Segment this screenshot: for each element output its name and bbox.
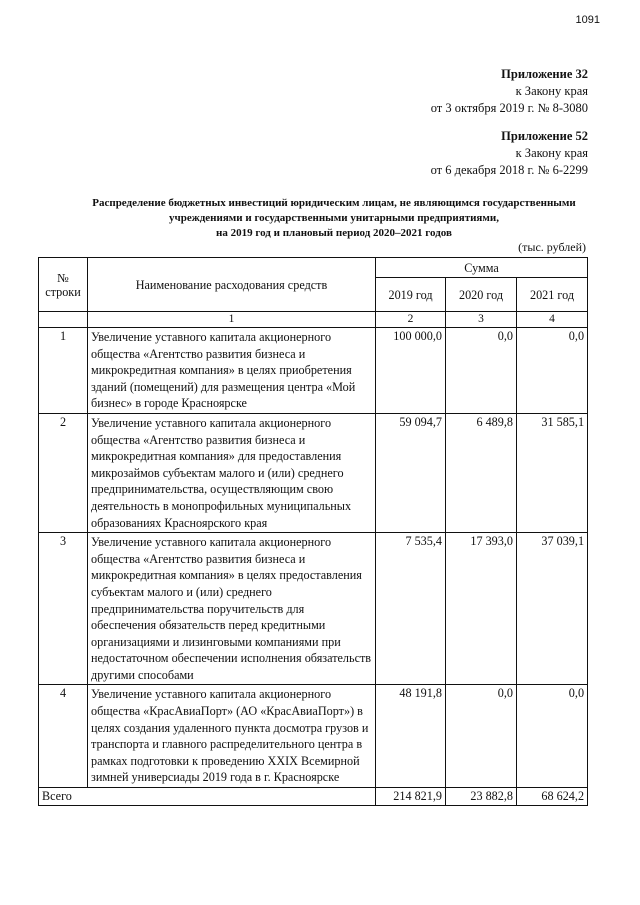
appendix-32-line2: от 3 октября 2019 г. № 8-3080	[430, 101, 588, 115]
row-number: 3	[39, 533, 88, 685]
column-index-spacer	[39, 312, 88, 328]
table-row	[39, 533, 588, 685]
total-label: Всего	[39, 788, 376, 806]
appendix-32-title: Приложение 32	[501, 67, 588, 81]
amount-2021: 0,0	[517, 328, 588, 414]
amount-2021: 37 039,1	[517, 533, 588, 685]
header-sum: Сумма	[376, 258, 588, 278]
amount-2021: 0,0	[517, 685, 588, 788]
header-row	[39, 258, 588, 278]
column-index: 4	[517, 312, 588, 328]
appendix-32-line1: к Закону края	[515, 84, 588, 98]
row-number: 4	[39, 685, 88, 788]
amount-2021: 31 585,1	[517, 413, 588, 532]
expense-name: Увеличение уставного капитала акционерного общества «Агентство развития бизнеса и микрокредитная компания» в целях предоставления субъектам малого и (или) среднего предпринимательства поручительств для обеспечения обязательств перед кредитными организациями и лизинговыми компаниями при недостаточном обеспечении исполнения обязательств другими способами	[88, 533, 376, 685]
column-index-row	[39, 312, 588, 328]
title-line: Распределение бюджетных инвестиций юридическим лицам, не являющимся государственными	[92, 197, 576, 209]
expense-name: Увеличение уставного капитала акционерного общества «КрасАвиаПорт» (АО «КрасАвиаПорт») в целях создания удаленного пункта досмотра грузов и транспорта и главного распределительного центра в рамках подготовки к проведению XXIX Всемирной зимней универсиады 2019 года в г. Красноярске	[88, 685, 376, 788]
units-label: (тыс. рублей)	[518, 240, 586, 254]
row-number: 2	[39, 413, 88, 532]
amount-2020: 0,0	[446, 685, 517, 788]
header-year-2019: 2019 год	[376, 278, 446, 312]
header-expense-name: Наименование расходования средств	[88, 258, 376, 312]
total-2019: 214 821,9	[376, 788, 446, 806]
amount-2019: 59 094,7	[376, 413, 446, 532]
budget-table	[38, 257, 588, 806]
appendix-52-title: Приложение 52	[501, 129, 588, 143]
appendix-52-block	[431, 128, 588, 179]
column-index: 3	[446, 312, 517, 328]
amount-2019: 48 191,8	[376, 685, 446, 788]
column-index: 1	[88, 312, 376, 328]
amount-2020: 6 489,8	[446, 413, 517, 532]
table-row	[39, 413, 588, 532]
header-year-2021: 2021 год	[517, 278, 588, 312]
total-row	[39, 788, 588, 806]
title-line: на 2019 год и плановый период 2020–2021 годов	[216, 227, 452, 239]
appendix-52-line2: от 6 декабря 2018 г. № 6-2299	[430, 163, 588, 177]
page-number: 1091	[575, 14, 600, 26]
amount-2020: 17 393,0	[446, 533, 517, 685]
total-2020: 23 882,8	[446, 788, 517, 806]
amount-2019: 7 535,4	[376, 533, 446, 685]
title-line: учреждениями и государственными унитарными предприятиями,	[169, 212, 499, 224]
table-row	[39, 685, 588, 788]
header-row-number: № строки	[39, 258, 88, 312]
header-year-2020: 2020 год	[446, 278, 517, 312]
document-title	[40, 196, 628, 241]
appendix-32-block	[431, 66, 588, 117]
amount-2020: 0,0	[446, 328, 517, 414]
amount-2019: 100 000,0	[376, 328, 446, 414]
expense-name: Увеличение уставного капитала акционерного общества «Агентство развития бизнеса и микрокредитная компания» в целях приобретения зданий (помещений) для размещения центра «Мой бизнес» в городе Красноярске	[88, 328, 376, 414]
total-2021: 68 624,2	[517, 788, 588, 806]
expense-name: Увеличение уставного капитала акционерного общества «Агентство развития бизнеса и микрокредитная компания» для предоставления микрозаймов субъектам малого и (или) среднего предпринимательства, осуществляющим свою деятельность в монопрофильных муниципальных образованиях Красноярского края	[88, 413, 376, 532]
appendix-52-line1: к Закону края	[515, 146, 588, 160]
table-row	[39, 328, 588, 414]
row-number: 1	[39, 328, 88, 414]
column-index: 2	[376, 312, 446, 328]
